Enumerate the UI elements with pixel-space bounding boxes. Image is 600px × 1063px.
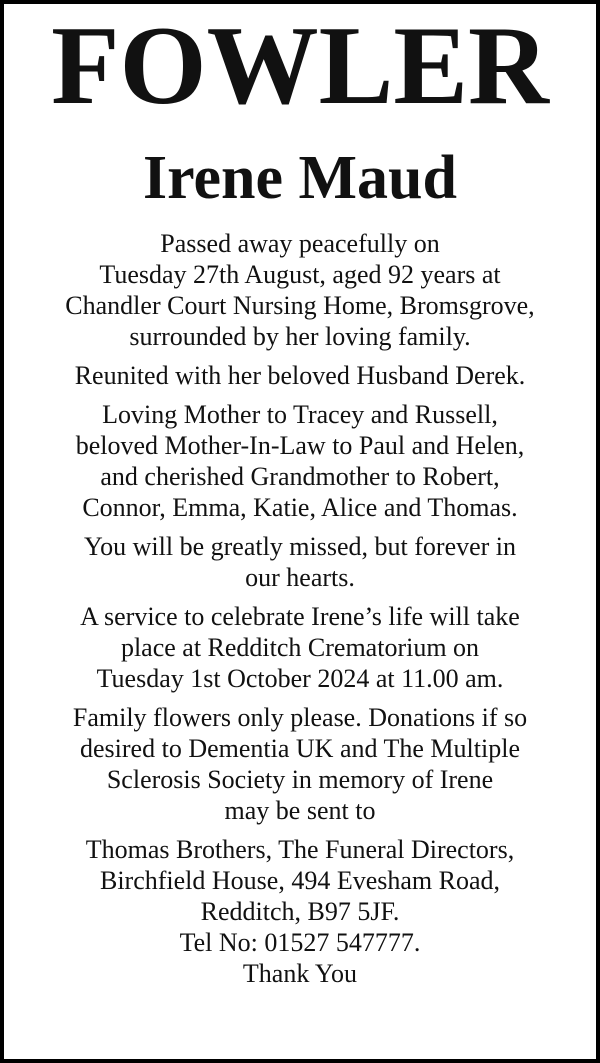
text-line: our hearts. [245, 563, 355, 592]
text-line: Loving Mother to Tracey and Russell, [102, 400, 498, 429]
text-line: place at Redditch Crematorium on [120, 633, 480, 662]
text-line: Redditch, B97 5JF. [200, 897, 400, 926]
notice-body [12, 228, 588, 997]
text-line: Tel No: 01527 547777. [179, 928, 421, 957]
text-line: Tuesday 27th August, aged 92 years at [99, 260, 501, 289]
given-names-heading: Irene Maud [142, 144, 458, 212]
text-line: Birchfield House, 494 Evesham Road, [99, 866, 501, 895]
text-line: You will be greatly missed, but forever in [83, 532, 517, 561]
text-line: and cherished Grandmother to Robert, [100, 462, 500, 491]
paragraph-service [12, 601, 588, 694]
text-line: desired to Dementia UK and The Multiple [80, 734, 520, 763]
paragraph-passing [12, 228, 588, 352]
paragraph-family [12, 399, 588, 523]
paragraph-donations [12, 702, 588, 826]
text-line: Family flowers only please. Donations if so [72, 703, 528, 732]
paragraph-missed [12, 531, 588, 593]
text-line: Thank You [242, 959, 358, 988]
text-line: Chandler Court Nursing Home, Bromsgrove, [65, 291, 535, 320]
text-line: Thomas Brothers, The Funeral Directors, [85, 835, 515, 864]
text-line: surrounded by her loving family. [129, 322, 471, 351]
paragraph-reunited [12, 360, 588, 391]
text-line: Connor, Emma, Katie, Alice and Thomas. [82, 493, 518, 522]
text-line: beloved Mother-In-Law to Paul and Helen, [75, 431, 525, 460]
text-line: Reunited with her beloved Husband Derek. [74, 361, 526, 390]
surname-heading: FOWLER [51, 4, 549, 128]
paragraph-funeral-directors [12, 834, 588, 989]
text-line: Passed away peacefully on [160, 229, 440, 258]
text-line: Sclerosis Society in memory of Irene [106, 765, 494, 794]
text-line: Tuesday 1st October 2024 at 11.00 am. [96, 664, 504, 693]
text-line: A service to celebrate Irene’s life will take [80, 602, 520, 631]
text-line: may be sent to [224, 796, 376, 825]
